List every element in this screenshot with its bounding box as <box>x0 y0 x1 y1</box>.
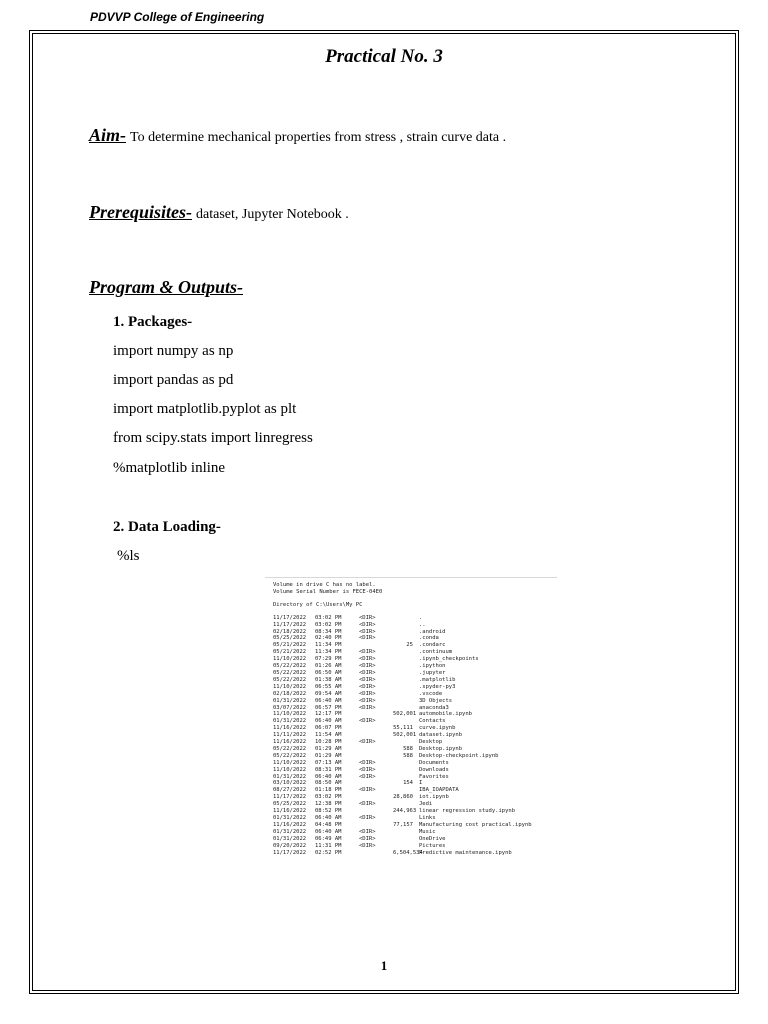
terminal-time: 12:38 PM <box>315 801 342 808</box>
terminal-filename: .condarc <box>419 642 446 649</box>
terminal-time: 11:34 PM <box>315 649 342 656</box>
terminal-size: 244,963 <box>393 808 417 815</box>
terminal-date: 11/10/2022 <box>273 683 307 690</box>
terminal-size <box>393 829 419 836</box>
terminal-date: 02/18/2022 <box>273 628 307 635</box>
terminal-dir-flag: <DIR> <box>359 614 376 621</box>
terminal-filename: OneDrive <box>419 835 446 842</box>
terminal-row <box>273 705 557 712</box>
terminal-date: 01/31/2022 <box>273 835 307 842</box>
terminal-row <box>273 794 557 801</box>
terminal-size <box>393 815 419 822</box>
terminal-size <box>393 649 419 656</box>
terminal-date: 03/10/2022 <box>273 780 307 787</box>
terminal-date: 05/22/2022 <box>273 752 307 759</box>
terminal-date: 09/20/2022 <box>273 842 307 849</box>
terminal-size: 28,860 <box>393 794 413 801</box>
terminal-filename: Favorites <box>419 773 449 780</box>
terminal-size <box>393 760 419 767</box>
terminal-dir-flag <box>359 850 393 857</box>
terminal-filename: Documents <box>419 759 449 766</box>
terminal-dir-flag <box>359 780 393 787</box>
terminal-row <box>273 808 557 815</box>
terminal-filename: anaconda3 <box>419 704 449 711</box>
terminal-filename: Desktop-checkpoint.ipynb <box>419 752 499 759</box>
terminal-row <box>273 725 557 732</box>
terminal-time: 06:55 AM <box>315 683 342 690</box>
terminal-filename: Desktop.ipynb <box>419 745 463 752</box>
terminal-filename: .matplotlib <box>419 676 456 683</box>
terminal-filename: Predictive maintenance.ipynb <box>419 849 512 856</box>
terminal-row <box>273 732 557 739</box>
terminal-time: 10:28 PM <box>315 739 342 746</box>
terminal-time: 01:18 PM <box>315 787 342 794</box>
prerequisites-text: dataset, Jupyter Notebook . <box>196 207 349 222</box>
terminal-time: 06:40 AM <box>315 697 342 704</box>
terminal-row <box>273 815 557 822</box>
terminal-date: 11/17/2022 <box>273 794 307 801</box>
terminal-date: 11/11/2022 <box>273 732 307 739</box>
terminal-size: 25 <box>406 642 413 649</box>
terminal-row <box>273 711 557 718</box>
terminal-time: 11:31 PM <box>315 842 342 849</box>
terminal-size <box>393 677 419 684</box>
terminal-dir-flag: <DIR> <box>359 621 376 628</box>
terminal-size <box>393 622 419 629</box>
terminal-time: 11:54 AM <box>315 732 342 739</box>
terminal-time: 08:31 PM <box>315 766 342 773</box>
terminal-size <box>393 670 419 677</box>
section-packages: 1. Packages- <box>113 314 193 330</box>
terminal-row <box>273 822 557 829</box>
terminal-dir-flag <box>359 732 393 739</box>
terminal-date: 05/21/2022 <box>273 642 307 649</box>
terminal-time: 09:54 AM <box>315 690 342 697</box>
terminal-time: 01:26 AM <box>315 663 342 670</box>
terminal-serial-line: Volume Serial Number is FECE-04E0 <box>273 588 383 595</box>
terminal-dir-flag: <DIR> <box>359 676 376 683</box>
terminal-time: 12:17 PM <box>315 711 342 718</box>
terminal-size: 77,157 <box>393 821 413 828</box>
terminal-filename: 3D Objects <box>419 697 453 704</box>
terminal-time: 02:52 PM <box>315 849 342 856</box>
terminal-time: 11:34 PM <box>315 642 342 649</box>
terminal-time: 06:40 AM <box>315 828 342 835</box>
terminal-date: 03/07/2022 <box>273 704 307 711</box>
aim-label: Aim- <box>89 125 127 145</box>
terminal-time: 03:02 PM <box>315 621 342 628</box>
page-number: 1 <box>380 958 388 973</box>
terminal-size <box>393 774 419 781</box>
program-heading <box>89 277 243 298</box>
terminal-dir-flag: <DIR> <box>359 683 376 690</box>
terminal-row <box>273 635 557 642</box>
terminal-size: 502,001 <box>393 732 417 739</box>
terminal-date: 11/17/2022 <box>273 849 307 856</box>
terminal-size <box>393 767 419 774</box>
terminal-filename: .vscode <box>419 690 443 697</box>
terminal-time: 08:50 AM <box>315 780 342 787</box>
terminal-dir-flag: <DIR> <box>359 815 376 821</box>
terminal-date: 11/16/2022 <box>273 739 307 746</box>
terminal-dir-flag: <DIR> <box>359 635 376 642</box>
terminal-row <box>273 615 557 622</box>
aim-line <box>89 125 506 146</box>
terminal-date: 11/10/2022 <box>273 766 307 773</box>
terminal-date: 11/16/2022 <box>273 725 307 732</box>
terminal-dir-flag: <DIR> <box>359 773 376 780</box>
terminal-date: 11/16/2022 <box>273 808 307 815</box>
terminal-filename: Pictures <box>419 842 446 849</box>
code-line: from scipy.stats import linregress <box>113 430 313 446</box>
terminal-listing <box>273 615 557 857</box>
terminal-row <box>273 801 557 808</box>
terminal-size <box>393 801 419 808</box>
terminal-size <box>393 739 419 746</box>
terminal-size: 588 <box>403 752 413 759</box>
terminal-size: 502,001 <box>393 711 417 718</box>
terminal-dir-flag: <DIR> <box>359 704 376 711</box>
terminal-filename: Manufacturing cost practical.ipynb <box>419 821 532 828</box>
aim-text: To determine mechanical properties from stress , strain curve data . <box>130 130 507 145</box>
terminal-time: 06:40 AM <box>315 815 342 821</box>
terminal-date: 05/25/2022 <box>273 801 307 808</box>
terminal-filename: .. <box>419 621 426 628</box>
terminal-size <box>393 629 419 636</box>
terminal-volume-line: Volume in drive C has no label. <box>273 582 376 588</box>
terminal-row <box>273 746 557 753</box>
terminal-filename: . <box>419 614 423 621</box>
terminal-row <box>273 684 557 691</box>
terminal-filename: .ipython <box>419 663 446 670</box>
terminal-dir-flag: <DIR> <box>359 697 376 704</box>
terminal-output-image <box>265 577 557 907</box>
terminal-date: 11/17/2022 <box>273 614 307 621</box>
terminal-filename: curve.ipynb <box>419 725 456 732</box>
terminal-dir-flag <box>359 794 393 801</box>
terminal-row <box>273 670 557 677</box>
terminal-dir-flag: <DIR> <box>359 628 376 635</box>
terminal-row <box>273 767 557 774</box>
terminal-date: 02/18/2022 <box>273 690 307 697</box>
terminal-row <box>273 739 557 746</box>
terminal-size <box>393 705 419 712</box>
terminal-row <box>273 843 557 850</box>
terminal-dir-flag: <DIR> <box>359 739 376 746</box>
terminal-row <box>273 649 557 656</box>
terminal-filename: .spyder-py3 <box>419 683 456 690</box>
terminal-dir-flag <box>359 642 393 649</box>
terminal-date: 05/22/2022 <box>273 663 307 670</box>
terminal-filename: .android <box>419 628 446 635</box>
program-heading-label: Program & Outputs- <box>89 277 244 297</box>
terminal-size <box>393 843 419 850</box>
terminal-row <box>273 760 557 767</box>
terminal-row <box>273 622 557 629</box>
terminal-filename: automobile.ipynb <box>419 711 472 718</box>
terminal-dir-flag <box>359 822 393 829</box>
terminal-time: 06:07 PM <box>315 725 342 732</box>
terminal-date: 05/21/2022 <box>273 649 307 656</box>
terminal-dir-flag: <DIR> <box>359 718 376 725</box>
code-line: import numpy as np <box>113 343 234 359</box>
terminal-date: 11/10/2022 <box>273 656 307 663</box>
terminal-date: 05/25/2022 <box>273 635 307 642</box>
terminal-dir-flag <box>359 711 393 718</box>
terminal-row <box>273 780 557 787</box>
terminal-dir-flag: <DIR> <box>359 766 376 773</box>
code-line: import pandas as pd <box>113 372 234 388</box>
terminal-time: 06:50 AM <box>315 669 342 676</box>
terminal-row <box>273 850 557 857</box>
terminal-dir-flag: <DIR> <box>359 759 376 766</box>
terminal-filename: .continuum <box>419 649 453 656</box>
terminal-date: 01/31/2022 <box>273 718 307 725</box>
terminal-time: 07:29 PM <box>315 656 342 663</box>
terminal-dir-flag: <DIR> <box>359 828 376 835</box>
terminal-time: 06:40 AM <box>315 718 342 725</box>
terminal-size: 55,111 <box>393 725 413 732</box>
terminal-filename: linear regression study.ipynb <box>419 808 516 815</box>
prerequisites-line <box>89 202 349 223</box>
terminal-date: 11/16/2022 <box>273 821 307 828</box>
terminal-filename: Downloads <box>419 766 449 773</box>
code-line: %matplotlib inline <box>113 460 226 476</box>
terminal-time: 01:29 AM <box>315 745 342 752</box>
terminal-dir-flag <box>359 808 393 815</box>
terminal-filename: Desktop <box>419 739 443 746</box>
terminal-time: 07:13 AM <box>315 759 342 766</box>
terminal-row <box>273 691 557 698</box>
terminal-size: 6,504,534 <box>393 849 423 856</box>
terminal-row <box>273 836 557 843</box>
terminal-filename: IBA_IOAPDATA <box>419 787 459 794</box>
section-data-loading: 2. Data Loading- <box>113 519 221 535</box>
terminal-date: 01/31/2022 <box>273 697 307 704</box>
terminal-time: 06:57 PM <box>315 704 342 711</box>
terminal-dir-flag: <DIR> <box>359 656 376 663</box>
terminal-time: 01:29 AM <box>315 752 342 759</box>
terminal-filename: Music <box>419 828 436 835</box>
ls-command: %ls <box>117 548 140 564</box>
terminal-dir-flag: <DIR> <box>359 787 376 794</box>
terminal-row <box>273 677 557 684</box>
terminal-size: 154 <box>403 780 413 787</box>
terminal-dir-flag <box>359 725 393 732</box>
terminal-time: 03:02 PM <box>315 794 342 801</box>
terminal-size <box>393 698 419 705</box>
terminal-time: 04:48 PM <box>315 821 342 828</box>
terminal-date: 11/17/2022 <box>273 621 307 628</box>
terminal-date: 01/31/2022 <box>273 828 307 835</box>
terminal-filename: .conda <box>419 635 439 642</box>
terminal-filename: .jupyter <box>419 669 446 676</box>
terminal-directory-line: Directory of C:\Users\My PC <box>273 601 363 608</box>
terminal-time: 08:34 PM <box>315 628 342 635</box>
terminal-filename: iot.ipynb <box>419 794 449 801</box>
page-title: Practical No. 3 <box>325 46 443 67</box>
terminal-size <box>393 663 419 670</box>
terminal-date: 05/22/2022 <box>273 676 307 683</box>
terminal-size <box>393 615 419 622</box>
terminal-dir-flag <box>359 746 393 753</box>
terminal-dir-flag: <DIR> <box>359 835 376 842</box>
terminal-row <box>273 629 557 636</box>
terminal-date: 11/10/2022 <box>273 711 307 718</box>
terminal-filename: Contacts <box>419 718 446 725</box>
terminal-filename: Links <box>419 815 436 821</box>
terminal-dir-flag: <DIR> <box>359 842 376 849</box>
terminal-filename: dataset.ipynb <box>419 732 463 739</box>
terminal-dir-flag <box>359 753 393 760</box>
terminal-time: 08:52 PM <box>315 808 342 815</box>
terminal-row <box>273 829 557 836</box>
terminal-row <box>273 774 557 781</box>
terminal-row <box>273 787 557 794</box>
terminal-row <box>273 656 557 663</box>
terminal-filename: .ipynb_checkpoints <box>419 656 479 663</box>
page-header: PDVVP College of Engineering <box>90 10 265 24</box>
code-line: import matplotlib.pyplot as plt <box>113 401 297 417</box>
prerequisites-label: Prerequisites- <box>89 202 192 222</box>
terminal-filename: Jedi <box>419 801 433 808</box>
terminal-filename: I <box>419 780 423 787</box>
terminal-time: 06:49 AM <box>315 835 342 842</box>
terminal-row <box>273 753 557 760</box>
terminal-date: 05/22/2022 <box>273 669 307 676</box>
terminal-dir-flag: <DIR> <box>359 669 376 676</box>
terminal-row <box>273 718 557 725</box>
terminal-row <box>273 663 557 670</box>
terminal-size <box>393 718 419 725</box>
terminal-dir-flag: <DIR> <box>359 663 376 670</box>
terminal-dir-flag: <DIR> <box>359 690 376 697</box>
terminal-row <box>273 642 557 649</box>
terminal-date: 01/31/2022 <box>273 773 307 780</box>
terminal-size <box>393 787 419 794</box>
terminal-date: 08/27/2022 <box>273 787 307 794</box>
terminal-size <box>393 691 419 698</box>
terminal-date: 01/31/2022 <box>273 815 307 821</box>
terminal-size <box>393 656 419 663</box>
terminal-size: 588 <box>403 745 413 752</box>
terminal-dir-flag: <DIR> <box>359 801 376 808</box>
terminal-time: 06:40 AM <box>315 773 342 780</box>
terminal-date: 05/22/2022 <box>273 745 307 752</box>
terminal-time: 02:40 PM <box>315 635 342 642</box>
terminal-time: 01:38 AM <box>315 676 342 683</box>
terminal-size <box>393 684 419 691</box>
terminal-date: 11/10/2022 <box>273 759 307 766</box>
terminal-size <box>393 635 419 642</box>
terminal-row <box>273 698 557 705</box>
terminal-dir-flag: <DIR> <box>359 649 376 656</box>
terminal-size <box>393 836 419 843</box>
terminal-time: 03:02 PM <box>315 614 342 621</box>
